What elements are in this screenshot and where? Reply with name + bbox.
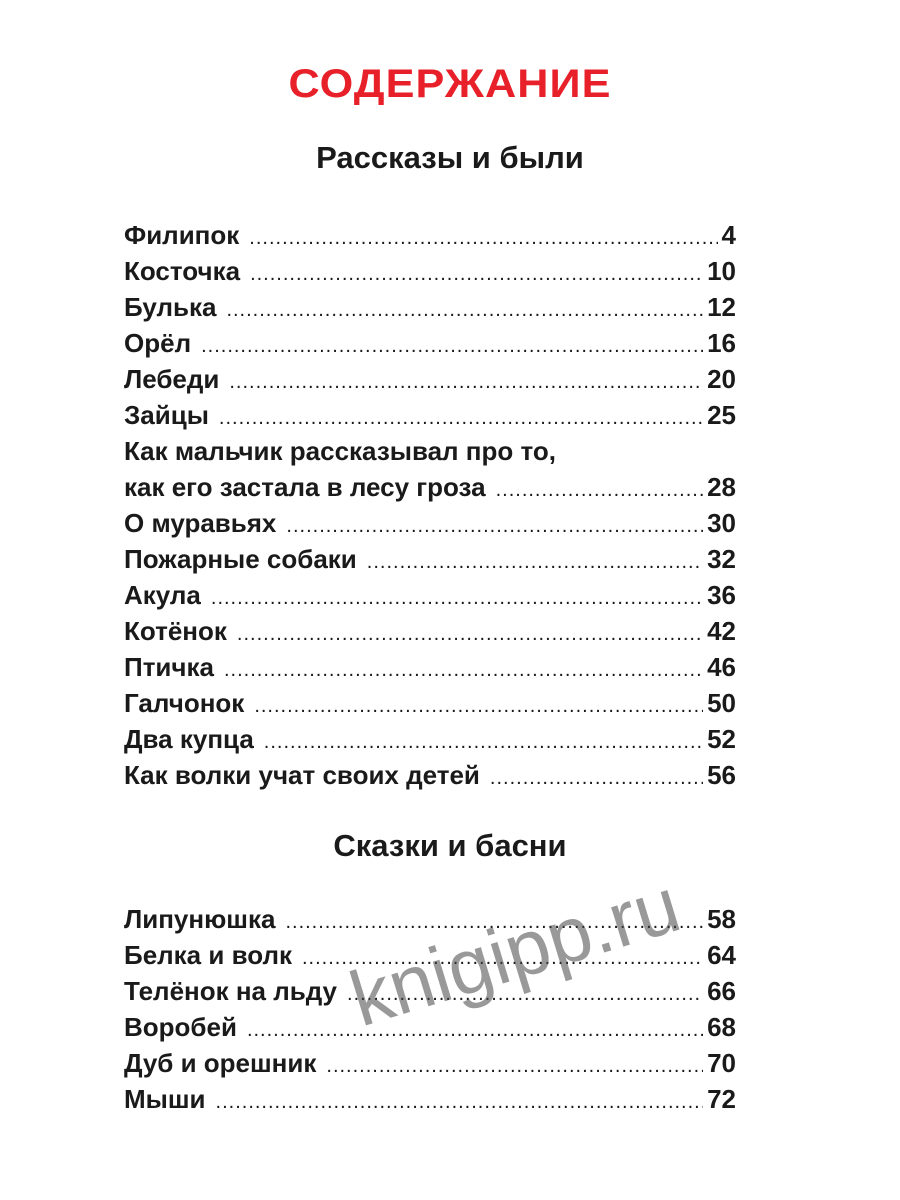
toc-leader-dots: [237, 616, 703, 652]
toc-entry-page: 12: [707, 292, 736, 322]
toc-entry[interactable]: [124, 505, 736, 541]
toc-entry-page: 25: [707, 400, 736, 430]
toc-entry[interactable]: [124, 361, 736, 397]
toc-entry-title: Птичка: [124, 652, 214, 682]
toc-entry-title: Акула: [124, 580, 201, 610]
toc-entry-title: Лебеди: [124, 364, 220, 394]
toc-leader-dots: [250, 256, 703, 292]
toc-entry-page: 70: [707, 1048, 736, 1078]
toc-entry-page: 56: [707, 760, 736, 790]
toc-entry[interactable]: [124, 433, 736, 505]
toc-entry[interactable]: [124, 901, 736, 937]
toc-leader-dots: [201, 328, 703, 364]
toc-leader-dots: [216, 1084, 704, 1120]
toc-entry-title: Котёнок: [124, 616, 227, 646]
toc-entry-page: 30: [707, 508, 736, 538]
toc-entry[interactable]: [124, 649, 736, 685]
section-heading-stories: Рассказы и были: [316, 140, 584, 175]
toc-entry-title: Мыши: [124, 1084, 206, 1114]
toc-entry-title: Дуб и орешник: [124, 1048, 317, 1078]
toc-entry-page: 58: [707, 904, 736, 934]
toc-entry-page: 16: [707, 328, 736, 358]
toc-leader-dots: [285, 904, 703, 940]
toc-entry-title: Филипок: [124, 220, 240, 250]
toc-entry-page: 64: [707, 940, 736, 970]
page-title: СОДЕРЖАНИЕ: [288, 62, 612, 106]
toc-entry-page: 28: [707, 472, 736, 502]
watermark: knigipp.ru: [340, 860, 690, 1044]
toc-entry-page: 46: [707, 652, 736, 682]
toc-entry-line: [124, 433, 736, 469]
toc-entry[interactable]: [124, 721, 736, 757]
toc-leader-dots: [367, 544, 703, 580]
toc-leader-dots: [224, 652, 703, 688]
toc-entry[interactable]: [124, 325, 736, 361]
toc-entry[interactable]: [124, 541, 736, 577]
toc-entry-title: Телёнок на льду: [124, 976, 338, 1006]
toc-leader-dots: [247, 1012, 703, 1048]
toc-entry-title-line2: как его застала в лесу гроза: [124, 472, 486, 502]
toc-leader-dots: [496, 472, 703, 508]
toc-leader-dots: [490, 760, 703, 796]
toc-entry-page: 36: [707, 580, 736, 610]
toc-entry[interactable]: [124, 613, 736, 649]
toc-entry-page: 42: [707, 616, 736, 646]
toc-entry[interactable]: [124, 577, 736, 613]
toc-entry-title: Воробей: [124, 1012, 237, 1042]
toc-entry-title: О муравьях: [124, 508, 277, 538]
toc-list-stories: [124, 217, 736, 793]
toc-entry[interactable]: [124, 397, 736, 433]
toc-entry[interactable]: [124, 1045, 736, 1081]
toc-entry-title: Липунюшка: [124, 904, 276, 934]
toc-entry-title: Зайцы: [124, 400, 209, 430]
toc-entry[interactable]: [124, 289, 736, 325]
toc-entry-page: 20: [707, 364, 736, 394]
toc-entry-title: Орёл: [124, 328, 192, 358]
toc-entry[interactable]: [124, 757, 736, 793]
toc-entry-page: 32: [707, 544, 736, 574]
toc-entry-page: 66: [707, 976, 736, 1006]
toc-leader-dots: [254, 688, 703, 724]
toc-entry[interactable]: [124, 1009, 736, 1045]
toc-entry-page: 10: [707, 256, 736, 286]
toc-entry[interactable]: [124, 685, 736, 721]
toc-leader-dots: [302, 940, 703, 976]
toc-entry[interactable]: [124, 253, 736, 289]
toc-entry-page: 50: [707, 688, 736, 718]
toc-entry-title: Пожарные собаки: [124, 544, 357, 574]
toc-leader-dots: [226, 292, 703, 328]
toc-entry[interactable]: [124, 217, 736, 253]
toc-leader-dots: [229, 364, 703, 400]
section-heading-tales: Сказки и басни: [333, 828, 567, 863]
toc-entry-page: 52: [707, 724, 736, 754]
toc-entry-title: Как волки учат своих детей: [124, 760, 480, 790]
toc-entry-title-line1: Как мальчик рассказывал про то,: [124, 436, 556, 466]
toc-leader-dots: [219, 400, 703, 436]
toc-entry-page: 72: [707, 1084, 736, 1114]
toc-entry-title: Белка и волк: [124, 940, 292, 970]
toc-entry-title: Булька: [124, 292, 217, 322]
toc-entry-title: Два купца: [124, 724, 254, 754]
toc-entry-line: [124, 469, 736, 505]
toc-leader-dots: [326, 1048, 703, 1084]
toc-leader-dots: [347, 976, 703, 1012]
toc-entry[interactable]: [124, 973, 736, 1009]
toc-entry-page: 68: [707, 1012, 736, 1042]
toc-leader-dots: [286, 508, 703, 544]
toc-entry-title: Галчонок: [124, 688, 245, 718]
toc-entry[interactable]: [124, 1081, 736, 1117]
toc-leader-dots: [211, 580, 703, 616]
toc-leader-dots: [249, 220, 717, 256]
toc-list-tales: [124, 901, 736, 1117]
toc-entry[interactable]: [124, 937, 736, 973]
toc-entry-page: 4: [721, 220, 736, 250]
toc-leader-dots: [264, 724, 703, 760]
toc-entry-title: Косточка: [124, 256, 241, 286]
